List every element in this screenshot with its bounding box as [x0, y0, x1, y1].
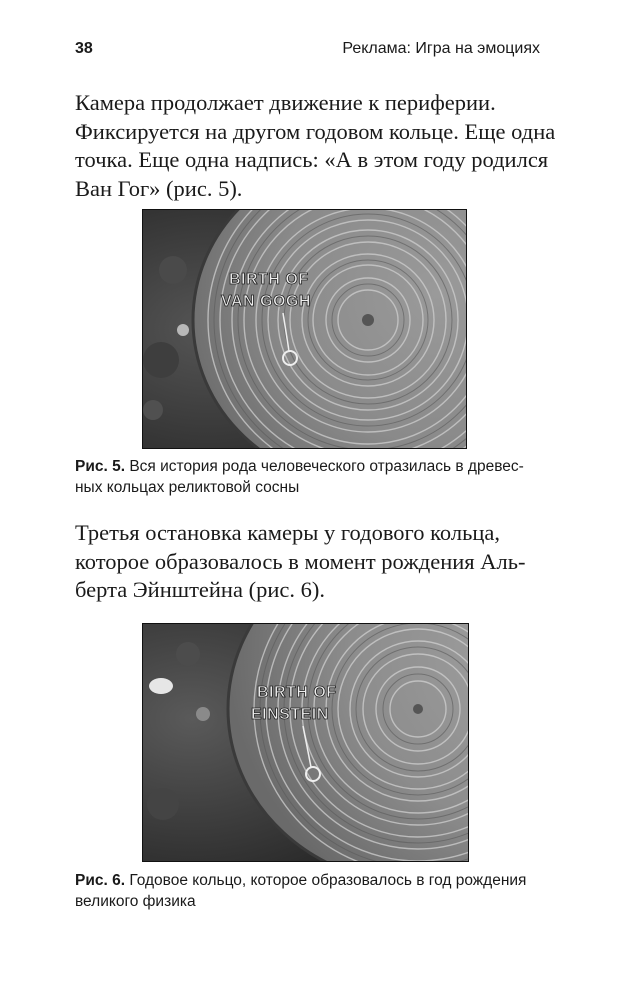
caption-text: ных кольцах реликтовой сосны: [75, 479, 300, 496]
tree-rings-einstein: [143, 624, 468, 861]
tree-rings-van-gogh: [143, 210, 466, 448]
paragraph-line: Третья остановка камеры у годового кольца,: [75, 520, 500, 545]
caption-prefix: Рис. 5.: [75, 458, 126, 475]
paragraph-line: Ван Гог» (рис. 5).: [75, 175, 243, 201]
caption-text: Вся история рода человеческого отразилась в древес-: [125, 458, 524, 475]
caption-text: великого физика: [75, 893, 196, 910]
paragraph-2: [75, 519, 540, 605]
figure-6-label-line1: BIRTH OF: [257, 684, 337, 701]
figure-5-label-line2: VAN GOGH: [221, 293, 311, 310]
paragraph-line: точка. Еще одна надпись: «А в этом году родился: [75, 147, 549, 172]
paragraph-line: которое образовалось в момент рождения Аль-: [75, 548, 526, 574]
figure-6-label-line2: EINSTEIN: [251, 706, 329, 723]
caption-prefix: Рис. 6.: [75, 872, 126, 889]
figure-5-label-line1: BIRTH OF: [229, 271, 309, 288]
page-header: [75, 40, 540, 64]
paragraph-1: [75, 89, 556, 203]
paragraph-line: берта Эйнштейна (рис. 6).: [75, 577, 325, 602]
figure-5-image: [142, 209, 467, 449]
running-title: Реклама: Игра на эмоциях: [342, 40, 540, 57]
page-number: 38: [75, 40, 93, 57]
figure-6-image: [142, 623, 469, 862]
caption-text: Годовое кольцо, которое образовалось в год рождения: [125, 872, 527, 889]
figure-6-caption: [75, 870, 545, 912]
paragraph-line: Фиксируется на другом годовом кольце. Еще одна: [75, 118, 556, 144]
figure-5-caption: [75, 456, 545, 498]
paragraph-line: Камера продолжает движение к периферии.: [75, 90, 496, 115]
